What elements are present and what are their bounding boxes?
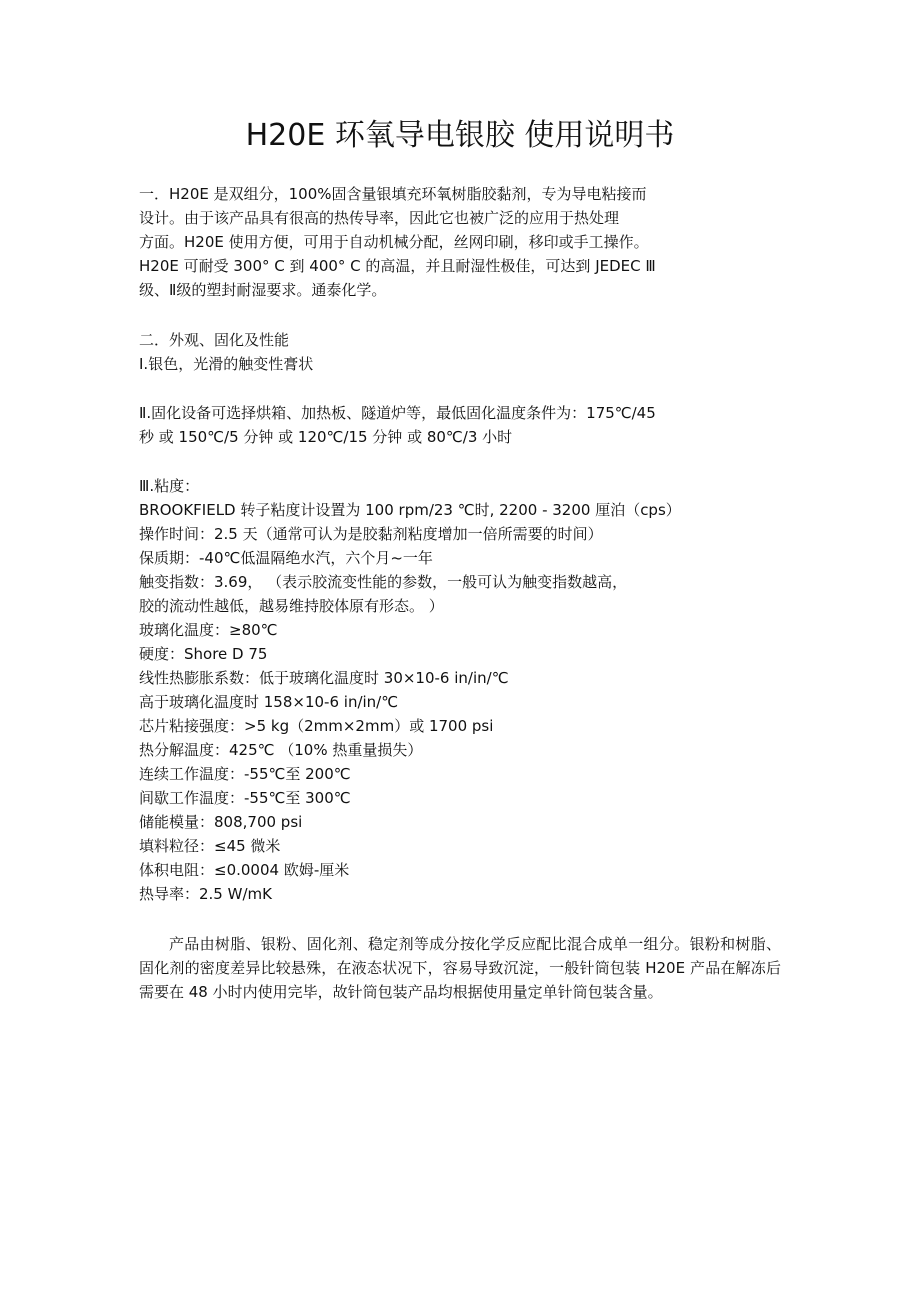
section-3-heading: Ⅲ.粘度： bbox=[139, 477, 200, 495]
cure-item-line-1: Ⅱ.固化设备可选择烘箱、加热板、隧道炉等，最低固化温度条件为：175℃/45 bbox=[139, 404, 656, 422]
spec-line-particle-size: 填料粒径：≤45 微米 bbox=[139, 837, 281, 855]
spec-line-thixotropic-index: 触变指数：3.69， （表示胶流变性能的参数，一般可认为触变指数越高， bbox=[139, 573, 628, 591]
spec-line-hardness: 硬度：Shore D 75 bbox=[139, 645, 268, 663]
intro-line-4: H20E 可耐受 300° C 到 400° C 的高温，并且耐湿性极佳，可达到 JEDEC Ⅲ bbox=[139, 257, 656, 275]
spec-line-cte-below: 线性热膨胀系数：低于玻璃化温度时 30×10-6 in/in/℃ bbox=[139, 669, 509, 687]
closing-paragraph: 产品由树脂、银粉、固化剂、稳定剂等成分按化学反应配比混合成单一组分。银粉和树脂、固化剂的密度差异比较悬殊，在液态状况下，容易导致沉淀，一般针筒包装 H20E 产品在解冻后需要在 48 小时内使用完毕，故针筒包装产品均根据使用量定单针筒包装含量。 bbox=[139, 935, 781, 1001]
spec-line-storage-modulus: 储能模量：808,700 psi bbox=[139, 813, 303, 831]
intro-line-3: 方面。H20E 使用方便，可用于自动机械分配，丝网印刷，移印或手工操作。 bbox=[139, 233, 649, 251]
spec-line-viscosity: BROOKFIELD 转子粘度计设置为 100 rpm/23 ℃时, 2200 - 3200 厘泊（cps） bbox=[139, 501, 681, 519]
spec-line-die-shear: 芯片粘接强度：>5 kg（2mm×2mm）或 1700 psi bbox=[139, 717, 494, 735]
spec-line-thermal-conductivity: 热导率：2.5 W/mK bbox=[139, 885, 272, 903]
appearance-item: Ⅰ.银色，光滑的触变性膏状 bbox=[139, 355, 314, 373]
intro-line-2: 设计。由于该产品具有很高的热传导率，因此它也被广泛的应用于热处理 bbox=[139, 209, 620, 227]
spec-line-cte-above: 高于玻璃化温度时 158×10-6 in/in/℃ bbox=[139, 693, 399, 711]
spec-line-volume-resistivity: 体积电阻：≤0.0004 欧姆-厘米 bbox=[139, 861, 350, 879]
section-2-heading: 二．外观、固化及性能 bbox=[139, 331, 290, 349]
spec-line-continuous-temp: 连续工作温度：-55℃至 200℃ bbox=[139, 765, 351, 783]
cure-item-line-2: 秒 或 150℃/5 分钟 或 120℃/15 分钟 或 80℃/3 小时 bbox=[139, 428, 513, 446]
intro-line-1: 一．H20E 是双组分，100%固含量银填充环氧树脂胶黏剂，专为导电粘接而 bbox=[139, 185, 647, 203]
spec-line-pot-life: 操作时间：2.5 天（通常可认为是胶黏剂粘度增加一倍所需要的时间） bbox=[139, 525, 603, 543]
document-title: H20E 环氧导电银胶 使用说明书 bbox=[245, 118, 675, 153]
spec-line-shelf-life: 保质期：-40℃低温隔绝水汽，六个月~一年 bbox=[139, 549, 433, 567]
spec-line-degradation-temp: 热分解温度：425℃ （10% 热重量损失） bbox=[139, 741, 423, 759]
spec-line-intermittent-temp: 间歇工作温度：-55℃至 300℃ bbox=[139, 789, 351, 807]
intro-line-5: 级、Ⅱ级的塑封耐湿要求。通泰化学。 bbox=[139, 281, 387, 299]
spec-line-glass-transition: 玻璃化温度：≥80℃ bbox=[139, 621, 278, 639]
spec-line-thixotropic-note: 胶的流动性越低，越易维持胶体原有形态。 ） bbox=[139, 597, 444, 615]
